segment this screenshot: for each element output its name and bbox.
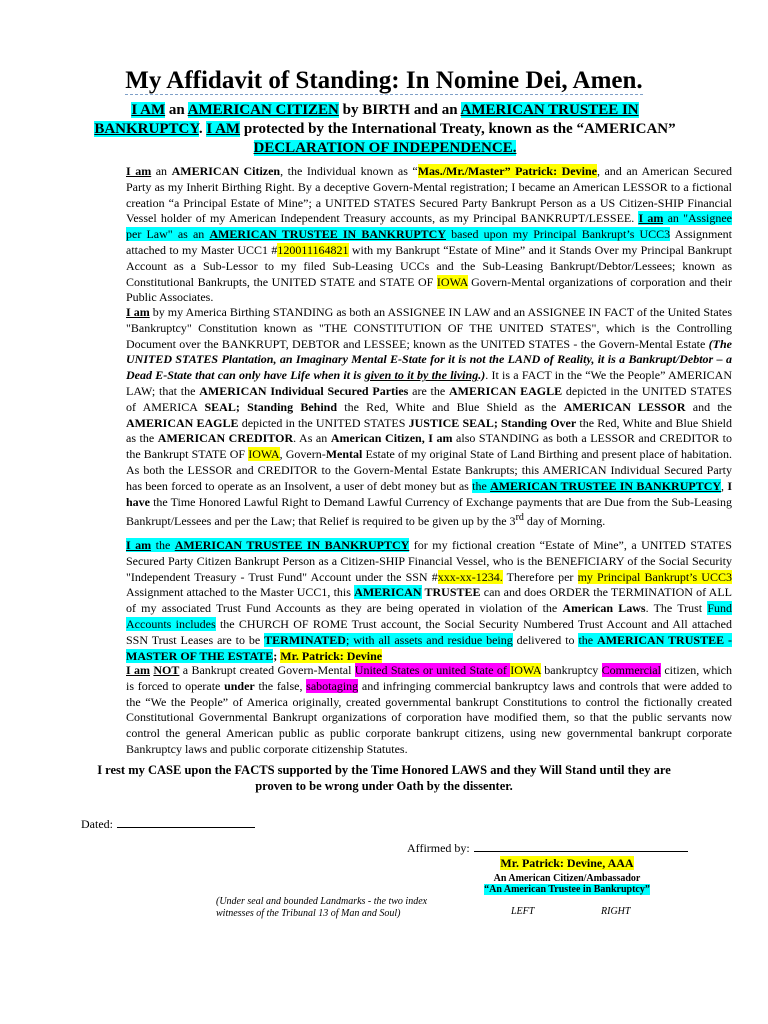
signer-trustee: “An American Trustee in Bankruptcy”: [484, 884, 650, 895]
affirmed-field: Affirmed by:: [407, 841, 688, 856]
paragraph-1: I am an AMERICAN Citizen, the Individual known as “Mas./Mr./Master” Patrick: Devine, and an American Secured Party as my Inherit Birthing Right. By a deceptive Govern-Mental registration; I became an American LESSOR to a fictional creation “a Principal Estate of Mine”; a UNITED STATES Secured Party Bankrupt Person as a US Citizen-SHIP Financial Vessel holder of my American Independent Treasury accounts, as my Principal BANKRUPT/LESSEE. I am an "Assignee per Law" as an AMERICAN TRUSTEE IN BANKRUPTCY based upon my Principal Bankrupt’s UCC3 Assignment attached to my Master UCC1 #120011164821 with my Bankrupt “Estate of Mine” and it Stands Over my Principal Bankrupt Account as a Sub-Lessor to my filed Sub-Leasing UCCs and the Sub-Leasing Bankrupt/Debtor/Lessees; known as Constitutional Bankrupts, the UNITED STATE and STATE OF IOWA Govern-Mental organizations of corporation and their Public Associates.: [126, 164, 733, 305]
right-thumb-label: RIGHT: [601, 906, 631, 917]
subtitle-american-trustee: AMERICAN TRUSTEE IN BANKRUPTCY: [94, 102, 639, 137]
dated-field: Dated:: [81, 817, 255, 832]
signer-role: An American Citizen/Ambassador: [493, 873, 641, 884]
left-thumb-label: LEFT: [511, 906, 535, 917]
subtitle-declaration: DECLARATION OF INDEPENDENCE.: [253, 140, 517, 156]
closing-statement: I rest my CASE upon the FACTS supported by the Time Honored LAWS and they Will Stand until they are proven to be wrong under Oath by the dissenter.: [97, 763, 671, 793]
paragraph-2: I am by my America Birthing STANDING as both an ASSIGNEE IN LAW and an ASSIGNEE IN FACT of the United States "Bankruptcy" Constitution known as "THE CONSTITUTION OF THE UNITED STATES", which is the Controlling Document over the BANKRUPT, DEBTOR and LESSEE; known as the UNITED STATES - the Govern-Mental Estate (The UNITED STATES Plantation, an Imaginary Mental E-State for it is not the LAND of Reality, it is a Bankrupt/Debtor – a Dead E-State that can only have Life when it is given to it by the living.). It is a FACT in the “We the People” AMERICAN LAW; that the AMERICAN Individual Secured Parties are the AMERICAN EAGLE depicted in the UNITED STATES of AMERICA SEAL; Standing Behind the Red, White and Blue Shield as the AMERICAN LESSOR and the AMERICAN EAGLE depicted in the UNITED STATES JUSTICE SEAL; Standing Over the Red, White and Blue Shield as the AMERICAN CREDITOR. As an American Citizen, I am also STANDING as both a LESSOR and CREDITOR to the Bankrupt STATE OF IOWA, Govern-Mental Estate of my original State of Land Birthing and present place of habitation. As both the LESSOR and CREDITOR to the Govern-Mental Estate Bankrupts; this AMERICAN Individual Secured Party has been forced to operate as an Insolvent, a user of debt money but as the AMERICAN TRUSTEE IN BANKRUPTCY, I have the Time Honored Lawful Right to Demand Lawful Currency of Exchange payments that are Due from the Sub-Leasing Bankrupt/Lessees and per the Law; that Relief is required to be given up by the 3rd day of Morning.: [126, 305, 733, 529]
document-subtitle: I AM an AMERICAN CITIZEN by BIRTH and an AMERICAN TRUSTEE IN BANKRUPTCY. I AM protected by the International Treaty, known as the “AMERICAN” DECLARATION OF INDEPENDENCE.: [94, 102, 676, 156]
paragraph-4: I am NOT a Bankrupt created Govern-Mental United States or united State of IOWA bankruptcy Commercial citizen, which is forced to operate under the false, sabotaging and infringing commercial bankruptcy laws and controls that were added to the “We the People” of America originally, created governmental bankrupt Constitutions to control the fictionally created Constitutional Governmental Bankrupt organizations of corporation have modified them, so that the public servants now control the general American public as public corporate bankrupt citizens, using new governmental bankrupt corporate Bankruptcy laws and public corporate citizenship Statutes.: [126, 663, 733, 756]
paragraph-3: I am the AMERICAN TRUSTEE IN BANKRUPTCY for my fictional creation “Estate of Mine”, a UNITED STATES Secured Party Citizen Bankrupt Person as a Citizen-SHIP Financial Vessel, who is the BENEFICIARY of the Social Security "Independent Treasury - Trust Fund" Account under the SSN #xxx-xx-1234. Therefore per my Principal Bankrupt’s UCC3 Assignment attached to the Master UCC1, this AMERICAN TRUSTEE can and does ORDER the TERMINATION of ALL of my associated Trust Fund Accounts as they are being operated in violation of the American Laws. The Trust Fund Accounts includes the CHURCH OF ROME Trust account, the Social Security Numbered Trust Account and All attached SSN Trust Leases are to be TERMINATED; with all assets and residue being delivered to the AMERICAN TRUSTEE - MASTER OF THE ESTATE; Mr. Patrick: Devine: [126, 538, 733, 663]
dated-line: [117, 817, 255, 828]
signature-line: [474, 841, 688, 852]
subtitle-american-citizen: AMERICAN CITIZEN: [187, 102, 339, 118]
seal-note: (Under seal and bounded Landmarks - the two index witnesses of the Tribunal 13 of Man and Soul): [216, 896, 428, 919]
ssn-number: xxx-xx-1234.: [437, 569, 503, 584]
name-highlight: Mas./Mr./Master” Patrick: Devine: [417, 164, 597, 178]
subtitle-i-am-2: I AM: [206, 121, 241, 137]
subtitle-i-am: I AM: [131, 102, 166, 118]
document-title: My Affidavit of Standing: In Nomine Dei, Amen.: [125, 67, 643, 94]
ucc1-number: 120011164821: [277, 242, 349, 257]
signer-name: Mr. Patrick: Devine, AAA: [500, 856, 634, 870]
